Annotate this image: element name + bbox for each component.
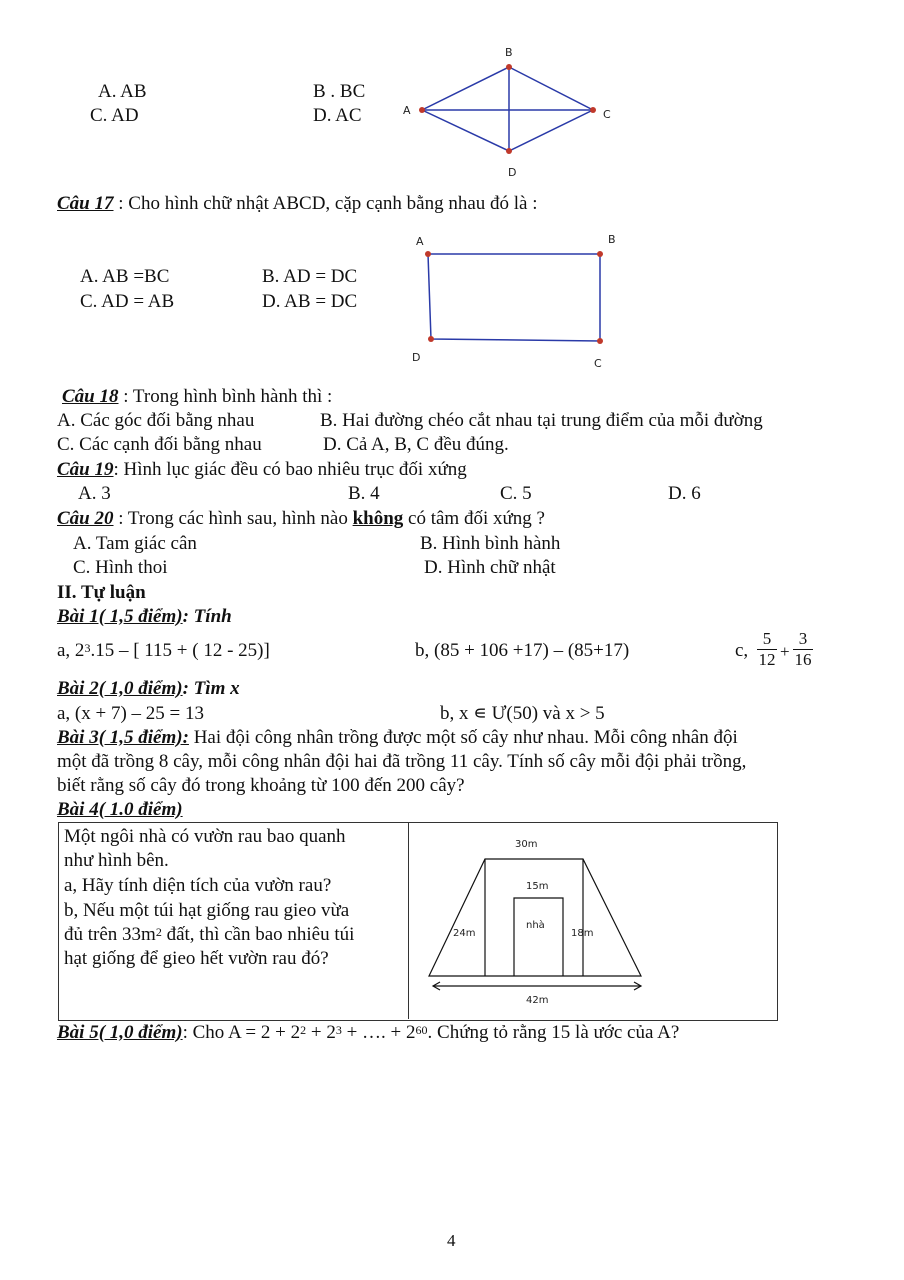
q20-text-pre: : Trong các hình sau, hình nào xyxy=(113,508,353,529)
bai1-a-rest: .15 – [ 115 + ( 12 - 25)] xyxy=(90,640,270,661)
fraction-denominator: 16 xyxy=(794,650,812,669)
q20-option-b: B. Hình bình hành xyxy=(420,533,561,554)
fraction-numerator: 3 xyxy=(798,629,808,648)
bai4-text-5 xyxy=(64,924,354,946)
q20-label: Câu 20 xyxy=(57,508,114,529)
q20-text-bold: không xyxy=(352,508,404,529)
q18-option-d: D. Cả A, B, C đều đúng. xyxy=(323,434,509,455)
q20-option-a: A. Tam giác cân xyxy=(73,533,197,554)
bai4-divider xyxy=(408,822,409,1019)
bai1-part-c-label: c, xyxy=(735,640,749,661)
q18-label: Câu 18 xyxy=(62,386,119,407)
q16-option-c: C. AD xyxy=(90,105,139,126)
q19-option-b: B. 4 xyxy=(348,483,380,504)
bai5-t2: + 2 xyxy=(306,1022,336,1043)
q18-option-a: A. Các góc đối bằng nhau xyxy=(57,410,255,431)
bai2-label: Bài 2( 1,0 điểm) xyxy=(57,678,183,699)
bai4-text-4: b, Nếu một túi hạt giống rau gieo vừa xyxy=(64,900,350,921)
q18-option-b: B. Hai đường chéo cắt nhau tại trung điểm của mỗi đường xyxy=(320,410,763,431)
q20-text-post: có tâm đối xứng ? xyxy=(403,508,545,529)
rhombus-vertex-b: B xyxy=(505,46,513,59)
bai1-heading xyxy=(57,606,232,628)
rhombus-vertex-a: A xyxy=(403,104,411,117)
bai4-text-5-pre: đủ trên 33m xyxy=(64,924,156,945)
q20-option-d: D. Hình chữ nhật xyxy=(424,557,556,578)
bai1-suffix: : Tính xyxy=(182,606,232,627)
garden-left-height: 24m xyxy=(453,928,476,939)
bai3-line-2: một đã trồng 8 cây, mỗi công nhân đội hai đã trồng 11 cây. Tính số cây mỗi đội phải trồng, xyxy=(57,751,747,772)
bai4-text-5-exp: 2 xyxy=(155,925,162,939)
q19-option-a: A. 3 xyxy=(78,483,111,504)
q18-question xyxy=(62,386,332,408)
q19-question xyxy=(57,459,467,481)
bai3-label: Bài 3( 1,5 điểm): xyxy=(57,727,189,748)
bai5-t3: + …. + 2 xyxy=(341,1022,416,1043)
bai3-line-1 xyxy=(57,727,738,749)
q17-option-a: A. AB =BC xyxy=(80,266,170,287)
bai2-part-b: b, x ∊ Ư(50) và x > 5 xyxy=(440,703,605,724)
bai2-suffix: : Tìm x xyxy=(182,678,240,699)
fraction-3-16 xyxy=(793,629,813,670)
q19-option-d: D. 6 xyxy=(668,483,701,504)
bai3-text-1: Hai đội công nhân trồng được một số cây như nhau. Mỗi công nhân đội xyxy=(188,727,738,748)
bai4-text-2: như hình bên. xyxy=(64,850,169,871)
bai1-a-exponent: 3 xyxy=(84,641,91,655)
bai2-heading xyxy=(57,678,240,700)
bai3-line-3: biết rằng số cây đó trong khoảng từ 100 đến 200 cây? xyxy=(57,775,465,796)
q17-label: Câu 17 xyxy=(57,193,114,214)
bai4-text-3: a, Hãy tính diện tích của vườn rau? xyxy=(64,875,332,896)
bai4-text-6: hạt giống để gieo hết vườn rau đó? xyxy=(64,948,329,969)
q19-label: Câu 19 xyxy=(57,459,114,480)
bai4-text-1: Một ngôi nhà có vườn rau bao quanh xyxy=(64,826,346,847)
bai4-text-5-post: đất, thì cần bao nhiêu túi xyxy=(161,924,355,945)
rhombus-vertex-c: C xyxy=(603,108,611,121)
q17-option-b: B. AD = DC xyxy=(262,266,358,287)
plus-sign: + xyxy=(780,642,790,661)
garden-bottom-width: 42m xyxy=(526,995,549,1006)
bai4-label: Bài 4( 1.0 điểm) xyxy=(57,799,183,820)
bai5-e3: 60 xyxy=(415,1023,428,1037)
page-number: 4 xyxy=(447,1231,456,1250)
garden-top-width: 30m xyxy=(515,839,538,850)
section-heading: II. Tự luận xyxy=(57,582,146,603)
bai2-part-a: a, (x + 7) – 25 = 13 xyxy=(57,703,205,724)
bai5-t1: : Cho A = 2 + 2 xyxy=(182,1022,301,1043)
fraction-numerator: 5 xyxy=(762,629,772,648)
bai5-t4: . Chứng tỏ rằng 15 là ước của A? xyxy=(427,1022,680,1043)
garden-house-label: nhà xyxy=(526,920,545,931)
bai1-a-base: a, 2 xyxy=(57,640,85,661)
rect-vertex-b: B xyxy=(608,233,616,246)
bai5-line xyxy=(57,1022,679,1044)
q16-option-b: B . BC xyxy=(313,81,366,102)
bai1-part-a xyxy=(57,640,270,662)
fraction-denominator: 12 xyxy=(758,650,776,669)
q18-text: : Trong hình bình hành thì : xyxy=(118,386,333,407)
bai1-label: Bài 1( 1,5 điểm) xyxy=(57,606,183,627)
bai5-e1: 2 xyxy=(300,1023,307,1037)
bai5-e2: 3 xyxy=(335,1023,342,1037)
q17-option-c: C. AD = AB xyxy=(80,291,175,312)
q20-question xyxy=(57,508,545,530)
q16-option-d: D. AC xyxy=(313,105,362,126)
q19-option-c: C. 5 xyxy=(500,483,532,504)
fraction-5-12 xyxy=(757,629,777,670)
rect-vertex-c: C xyxy=(594,357,602,370)
rect-vertex-d: D xyxy=(412,351,421,364)
q18-option-c: C. Các cạnh đối bằng nhau xyxy=(57,434,262,455)
q16-option-a: A. AB xyxy=(98,81,147,102)
rect-vertex-a: A xyxy=(416,235,424,248)
bai1-part-b: b, (85 + 106 +17) – (85+17) xyxy=(415,640,630,661)
bai5-label: Bài 5( 1,0 điểm) xyxy=(57,1022,183,1043)
rhombus-vertex-d: D xyxy=(508,166,517,179)
garden-house-width: 15m xyxy=(526,881,549,892)
q20-option-c: C. Hình thoi xyxy=(73,557,168,578)
q17-option-d: D. AB = DC xyxy=(262,291,358,312)
garden-right-height: 18m xyxy=(571,928,594,939)
q19-text: : Hình lục giác đều có bao nhiêu trục đối xứng xyxy=(113,459,467,480)
q17-question xyxy=(57,193,538,215)
q17-text: : Cho hình chữ nhật ABCD, cặp cạnh bằng nhau đó là : xyxy=(113,193,538,214)
